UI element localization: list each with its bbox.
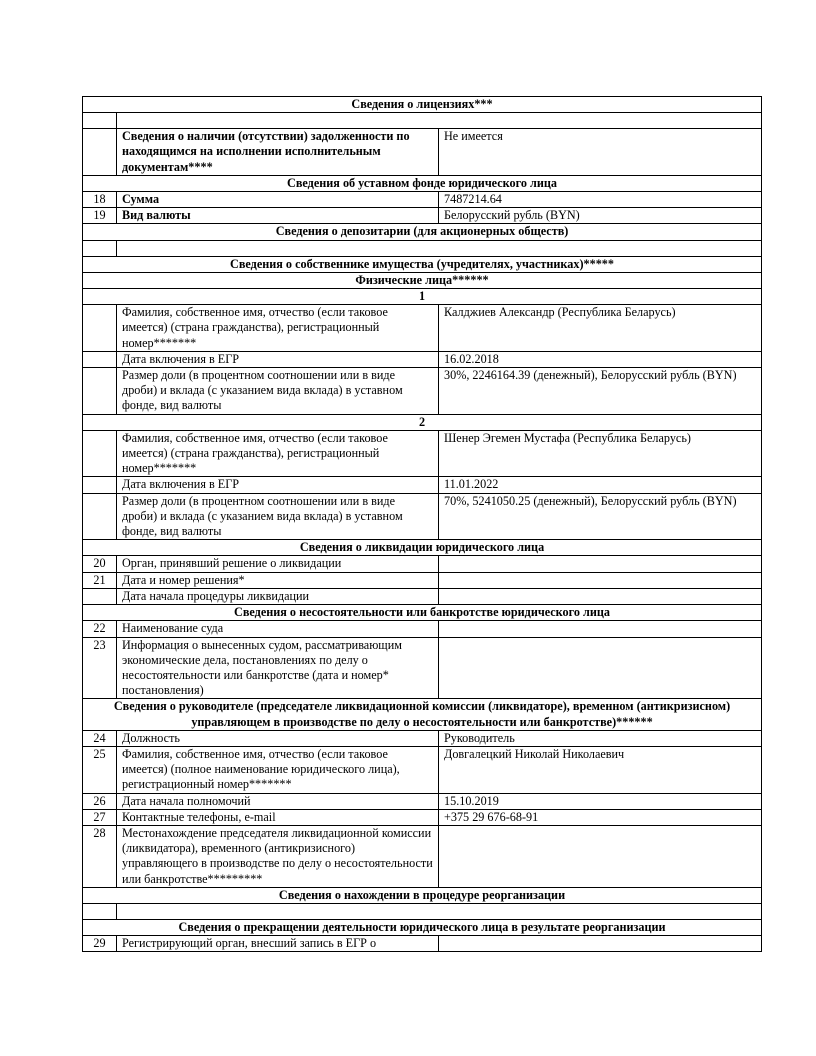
row-number <box>83 477 117 493</box>
row-number: 19 <box>83 208 117 224</box>
section-header-row <box>83 887 762 903</box>
field-value <box>439 637 762 699</box>
table-row <box>83 793 762 809</box>
table-row <box>83 368 762 415</box>
table-row <box>83 936 762 952</box>
table-row <box>83 572 762 588</box>
table-row <box>83 493 762 540</box>
table-row <box>83 746 762 793</box>
field-label: Дата начала полномочий <box>117 793 439 809</box>
blank-row <box>83 903 762 919</box>
field-label: Контактные телефоны, e-mail <box>117 809 439 825</box>
field-label: Регистрирующий орган, внесший запись в ЕГР о <box>117 936 439 952</box>
table-row <box>83 637 762 699</box>
table-row <box>83 192 762 208</box>
field-label: Сумма <box>117 192 439 208</box>
section-header-row <box>83 699 762 730</box>
field-value <box>439 572 762 588</box>
blank-cell <box>117 113 762 129</box>
field-value <box>439 825 762 887</box>
row-number: 24 <box>83 730 117 746</box>
field-label: Фамилия, собственное имя, отчество (если таковое имеется) (страна гражданства), регистрационный номер******* <box>117 430 439 477</box>
row-number: 28 <box>83 825 117 887</box>
field-value: 15.10.2019 <box>439 793 762 809</box>
section-header: Сведения о депозитарии (для акционерных обществ) <box>83 224 762 240</box>
row-number: 18 <box>83 192 117 208</box>
field-value <box>439 588 762 604</box>
section-header-row <box>83 97 762 113</box>
field-label: Размер доли (в процентном соотношении или в виде дроби) и вклада (с указанием вида вклада) в уставном фонде, вид валюты <box>117 493 439 540</box>
section-header: 2 <box>83 414 762 430</box>
table-row <box>83 556 762 572</box>
row-number <box>83 305 117 352</box>
section-header: Сведения об уставном фонде юридического лица <box>83 175 762 191</box>
section-header-row <box>83 919 762 935</box>
blank-cell <box>83 113 117 129</box>
row-number: 20 <box>83 556 117 572</box>
row-number: 22 <box>83 621 117 637</box>
field-label: Дата и номер решения* <box>117 572 439 588</box>
field-value: 7487214.64 <box>439 192 762 208</box>
field-value: Калджиев Александр (Республика Беларусь) <box>439 305 762 352</box>
row-number: 23 <box>83 637 117 699</box>
field-label: Вид валюты <box>117 208 439 224</box>
section-header: Сведения о ликвидации юридического лица <box>83 540 762 556</box>
field-label: Фамилия, собственное имя, отчество (если таковое имеется) (страна гражданства), регистрационный номер******* <box>117 305 439 352</box>
row-number: 25 <box>83 746 117 793</box>
field-value <box>439 556 762 572</box>
field-value: 70%, 5241050.25 (денежный), Белорусский рубль (BYN) <box>439 493 762 540</box>
field-label: Дата включения в ЕГР <box>117 351 439 367</box>
section-header: 1 <box>83 289 762 305</box>
section-header-row <box>83 289 762 305</box>
row-number <box>83 368 117 415</box>
section-header: Сведения о лицензиях*** <box>83 97 762 113</box>
section-header: Сведения о руководителе (председателе ликвидационной комиссии (ликвидаторе), временном (антикризисном) управляющем в производстве по делу о несостоятельности или банкротстве)****** <box>83 699 762 730</box>
table-row <box>83 825 762 887</box>
blank-cell <box>83 240 117 256</box>
blank-row <box>83 113 762 129</box>
field-value <box>439 936 762 952</box>
row-number <box>83 493 117 540</box>
field-label: Дата начала процедуры ликвидации <box>117 588 439 604</box>
section-header-row <box>83 272 762 288</box>
section-header: Сведения о прекращении деятельности юридического лица в результате реорганизации <box>83 919 762 935</box>
table-row <box>83 477 762 493</box>
field-label: Информация о вынесенных судом, рассматривающим экономические дела, постановлениях по делу о несостоятельности или банкротстве (дата и номер* постановления) <box>117 637 439 699</box>
section-header-row <box>83 224 762 240</box>
table-row <box>83 305 762 352</box>
row-number <box>83 430 117 477</box>
section-header-row <box>83 175 762 191</box>
field-label: Сведения о наличии (отсутствии) задолженности по находящимся на исполнении исполнительным документам**** <box>117 129 439 176</box>
field-label: Орган, принявший решение о ликвидации <box>117 556 439 572</box>
field-value: +375 29 676-68-91 <box>439 809 762 825</box>
blank-cell <box>117 903 762 919</box>
field-label: Наименование суда <box>117 621 439 637</box>
section-header-row <box>83 540 762 556</box>
field-value: 30%, 2246164.39 (денежный), Белорусский рубль (BYN) <box>439 368 762 415</box>
field-value: Не имеется <box>439 129 762 176</box>
table-row <box>83 730 762 746</box>
section-header: Сведения о нахождении в процедуре реорганизации <box>83 887 762 903</box>
table-row <box>83 208 762 224</box>
blank-row <box>83 240 762 256</box>
registry-extract-table <box>82 96 762 952</box>
section-header: Физические лица****** <box>83 272 762 288</box>
field-value: Шенер Эгемен Мустафа (Республика Беларусь) <box>439 430 762 477</box>
row-number: 21 <box>83 572 117 588</box>
field-label: Должность <box>117 730 439 746</box>
blank-cell <box>117 240 762 256</box>
table-row <box>83 621 762 637</box>
field-value: 11.01.2022 <box>439 477 762 493</box>
field-label: Размер доли (в процентном соотношении или в виде дроби) и вклада (с указанием вида вклада) в уставном фонде, вид валюты <box>117 368 439 415</box>
table-row <box>83 351 762 367</box>
row-number <box>83 129 117 176</box>
field-value: Довгалецкий Николай Николаевич <box>439 746 762 793</box>
row-number: 29 <box>83 936 117 952</box>
section-header-row <box>83 414 762 430</box>
field-label: Местонахождение председателя ликвидационной комиссии (ликвидатора), временного (антикризисного) управляющего в производстве по делу о несостоятельности или банкротстве********* <box>117 825 439 887</box>
row-number: 26 <box>83 793 117 809</box>
field-value <box>439 621 762 637</box>
section-header: Сведения о собственнике имущества (учредителях, участниках)***** <box>83 256 762 272</box>
field-label: Фамилия, собственное имя, отчество (если таковое имеется) (полное наименование юридического лица), регистрационный номер******* <box>117 746 439 793</box>
field-value: 16.02.2018 <box>439 351 762 367</box>
field-value: Белорусский рубль (BYN) <box>439 208 762 224</box>
section-header: Сведения о несостоятельности или банкротстве юридического лица <box>83 605 762 621</box>
section-header-row <box>83 256 762 272</box>
field-value: Руководитель <box>439 730 762 746</box>
section-header-row <box>83 605 762 621</box>
table-row <box>83 430 762 477</box>
row-number <box>83 351 117 367</box>
field-label: Дата включения в ЕГР <box>117 477 439 493</box>
row-number: 27 <box>83 809 117 825</box>
blank-cell <box>83 903 117 919</box>
row-number <box>83 588 117 604</box>
table-row <box>83 588 762 604</box>
table-row <box>83 809 762 825</box>
table-row <box>83 129 762 176</box>
